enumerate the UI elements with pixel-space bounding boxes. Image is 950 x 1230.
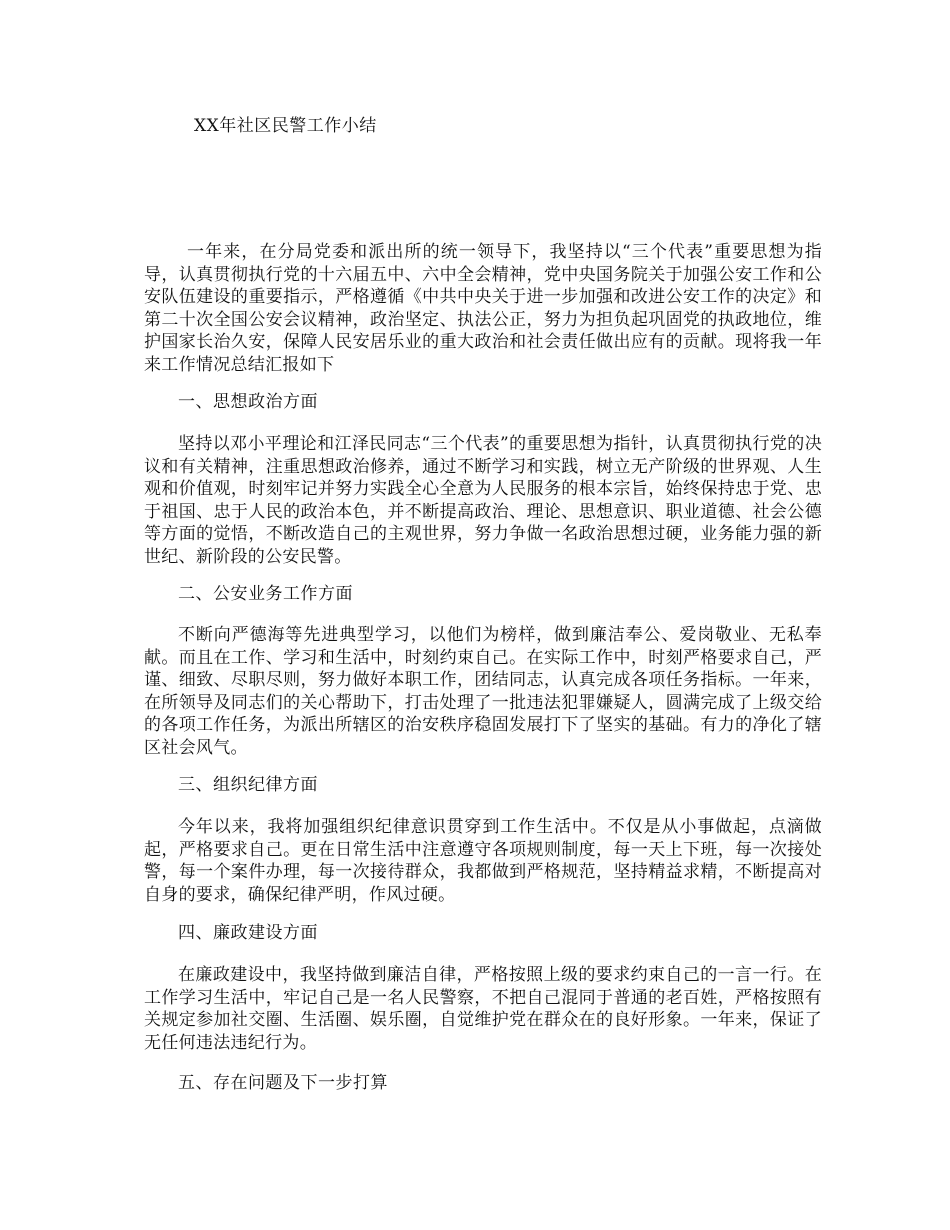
section-body-police-work: 不断向严德海等先进典型学习，以他们为榜样，做到廉洁奉公、爱岗敬业、无私奉献。而且在工作、学习和生活中，时刻约束自己。在实际工作中，时刻严格要求自己，严谨、细致、尽职尽则，努力做好本职工作，团结同志，认真完成各项任务指标。一年来，在所领导及同志们的关心帮助下，打击处理了一批违法犯罪嫌疑人，圆满完成了上级交给的各项工作任务，为派出所辖区的治安秩序稳固发展打下了坚实的基础。有力的净化了辖区社会风气。 [144, 625, 822, 758]
section-heading-discipline: 三、组织纪律方面 [178, 775, 318, 795]
section-heading-police-work: 二、公安业务工作方面 [178, 584, 353, 604]
intro-paragraph: 一年来，在分局党委和派出所的统一领导下，我坚持以“三个代表”重要思想为指导，认真贯彻执行党的十六届五中、六中全会精神，党中央国务院关于加强公安工作和公安队伍建设的重要指示，严格遵循《中共中央关于进一步加强和改进公安工作的决定》和第二十次全国公安会议精神，政治坚定、执法公正，努力为担负起巩固党的执政地位，维护国家长治久安，保障人民安居乐业的重大政治和社会责任做出应有的贡献。现将我一年来工作情况总结汇报如下 [144, 242, 822, 375]
section-heading-issues-plans: 五、存在问题及下一步打算 [178, 1073, 388, 1093]
section-body-discipline: 今年以来，我将加强组织纪律意识贯穿到工作生活中。不仅是从小事做起，点滴做起，严格要求自己。更在日常生活中注意遵守各项规则制度，每一天上下班，每一次接处警，每一个案件办理，每一次接待群众，我都做到严格规范，坚持精益求精，不断提高对自身的要求，确保纪律严明，作风过硬。 [144, 817, 822, 905]
section-heading-integrity: 四、廉政建设方面 [178, 923, 318, 943]
section-heading-ideology: 一、思想政治方面 [178, 392, 318, 412]
document-title: XX年社区民警工作小结 [194, 116, 377, 136]
section-body-ideology: 坚持以邓小平理论和江泽民同志“三个代表”的重要思想为指针，认真贯彻执行党的决议和有关精神，注重思想政治修养，通过不断学习和实践，树立无产阶级的世界观、人生观和价值观，时刻牢记并努力实践全心全意为人民服务的根本宗旨，始终保持忠于党、忠于祖国、忠于人民的政治本色，并不断提高政治、理论、思想意识、职业道德、社会公德等方面的觉悟，不断改造自己的主观世界，努力争做一名政治思想过硬，业务能力强的新世纪、新阶段的公安民警。 [144, 434, 822, 567]
section-body-integrity: 在廉政建设中，我坚持做到廉洁自律，严格按照上级的要求约束自己的一言一行。在工作学习生活中，牢记自己是一名人民警察，不把自己混同于普通的老百姓，严格按照有关规定参加社交圈、生活圈、娱乐圈，自觉维护党在群众在的良好形象。一年来，保证了无任何违法违纪行为。 [144, 965, 822, 1053]
